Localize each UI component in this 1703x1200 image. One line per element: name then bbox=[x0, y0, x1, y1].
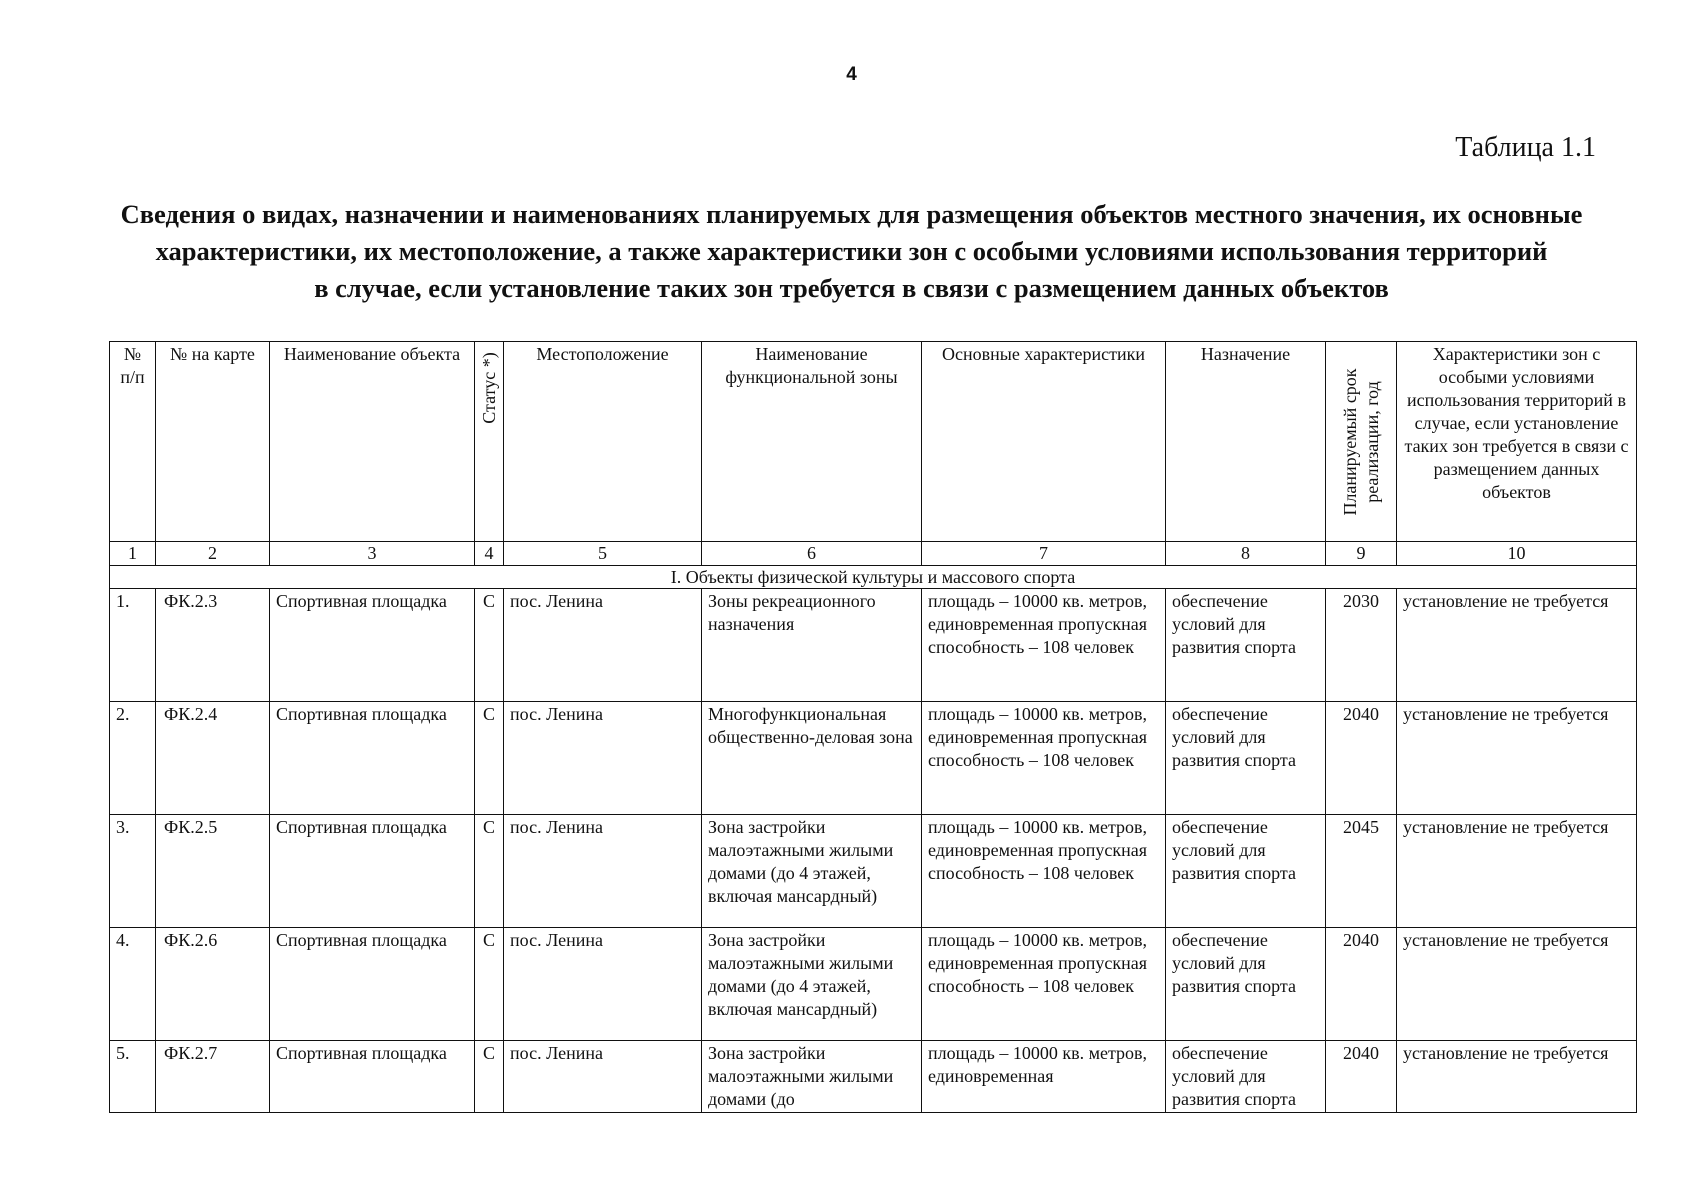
row-object-name: Спортивная площадка bbox=[270, 1041, 475, 1113]
row-zone-characteristics: установление не требуется bbox=[1397, 1041, 1637, 1113]
row-num: 4. bbox=[110, 928, 156, 1041]
row-num: 5. bbox=[110, 1041, 156, 1113]
row-zone-characteristics: установление не требуется bbox=[1397, 589, 1637, 702]
row-status: С bbox=[475, 1041, 504, 1113]
column-number: 5 bbox=[504, 542, 702, 566]
column-number: 8 bbox=[1166, 542, 1326, 566]
row-zone: Зона застройки малоэтажными жилыми домами (до 4 этажей, включая мансардный) bbox=[702, 815, 922, 928]
row-status: С bbox=[475, 589, 504, 702]
row-zone: Зона застройки малоэтажными жилыми домами (до bbox=[702, 1041, 922, 1113]
page-number: 4 bbox=[846, 64, 857, 85]
row-year: 2030 bbox=[1326, 589, 1397, 702]
header-zone: Наименование функциональной зоны bbox=[702, 342, 922, 542]
header-term bbox=[1326, 342, 1397, 542]
column-number-row bbox=[110, 542, 1637, 566]
document-title bbox=[90, 196, 1613, 307]
header-term-line-1: Планируемый срок bbox=[1340, 367, 1360, 516]
row-zone: Многофункциональная общественно-деловая зона bbox=[702, 702, 922, 815]
column-number: 3 bbox=[270, 542, 475, 566]
row-map-no: ФК.2.5 bbox=[156, 815, 270, 928]
row-purpose: обеспечение условий для развития спорта bbox=[1166, 1041, 1326, 1113]
section-row bbox=[110, 566, 1637, 589]
row-characteristics: площадь – 10000 кв. метров, единовременная пропускная способность – 108 человек bbox=[922, 815, 1166, 928]
header-map-no: № на карте bbox=[156, 342, 270, 542]
column-number: 7 bbox=[922, 542, 1166, 566]
header-term-text bbox=[1339, 368, 1383, 515]
row-object-name: Спортивная площадка bbox=[270, 589, 475, 702]
row-object-name: Спортивная площадка bbox=[270, 815, 475, 928]
row-zone-characteristics: установление не требуется bbox=[1397, 928, 1637, 1041]
row-location: пос. Ленина bbox=[504, 1041, 702, 1113]
row-year: 2040 bbox=[1326, 1041, 1397, 1113]
row-zone: Зона застройки малоэтажными жилыми домами (до 4 этажей, включая мансардный) bbox=[702, 928, 922, 1041]
title-line-2: характеристики, их местоположение, а также характеристики зон с особыми условиями использования территорий bbox=[155, 236, 1548, 266]
header-characteristics: Основные характеристики bbox=[922, 342, 1166, 542]
row-map-no: ФК.2.6 bbox=[156, 928, 270, 1041]
table-row bbox=[110, 589, 1637, 702]
row-status: С bbox=[475, 928, 504, 1041]
title-line-1: Сведения о видах, назначении и наименованиях планируемых для размещения объектов местного значения, их основные bbox=[120, 199, 1583, 229]
column-number: 2 bbox=[156, 542, 270, 566]
row-location: пос. Ленина bbox=[504, 928, 702, 1041]
row-num: 3. bbox=[110, 815, 156, 928]
row-location: пос. Ленина bbox=[504, 702, 702, 815]
row-year: 2045 bbox=[1326, 815, 1397, 928]
objects-table bbox=[109, 341, 1637, 1113]
row-map-no: ФК.2.7 bbox=[156, 1041, 270, 1113]
row-map-no: ФК.2.4 bbox=[156, 702, 270, 815]
row-purpose: обеспечение условий для развития спорта bbox=[1166, 702, 1326, 815]
row-status: С bbox=[475, 702, 504, 815]
header-zone-characteristics: Характеристики зон с особыми условиями использования территорий в случае, если установление таких зон требуется в связи с размещением данных объектов bbox=[1397, 342, 1637, 542]
table-rows bbox=[110, 589, 1637, 1113]
row-characteristics: площадь – 10000 кв. метров, единовременная пропускная способность – 108 человек bbox=[922, 928, 1166, 1041]
table-row bbox=[110, 1041, 1637, 1113]
row-purpose: обеспечение условий для развития спорта bbox=[1166, 815, 1326, 928]
row-characteristics: площадь – 10000 кв. метров, единовременная bbox=[922, 1041, 1166, 1113]
row-num: 2. bbox=[110, 702, 156, 815]
row-num: 1. bbox=[110, 589, 156, 702]
column-number: 1 bbox=[110, 542, 156, 566]
header-row bbox=[110, 342, 1637, 542]
table-caption: Таблица 1.1 bbox=[1455, 132, 1596, 163]
row-status: С bbox=[475, 815, 504, 928]
row-year: 2040 bbox=[1326, 928, 1397, 1041]
header-term-line-2: реализации, год bbox=[1362, 380, 1382, 503]
section-title: I. Объекты физической культуры и массового спорта bbox=[110, 566, 1637, 589]
row-zone-characteristics: установление не требуется bbox=[1397, 815, 1637, 928]
row-object-name: Спортивная площадка bbox=[270, 702, 475, 815]
row-location: пос. Ленина bbox=[504, 589, 702, 702]
header-status bbox=[475, 342, 504, 542]
header-object-name: Наименование объекта bbox=[270, 342, 475, 542]
table-row bbox=[110, 928, 1637, 1041]
table-row bbox=[110, 702, 1637, 815]
row-zone-characteristics: установление не требуется bbox=[1397, 702, 1637, 815]
header-purpose: Назначение bbox=[1166, 342, 1326, 542]
column-number: 10 bbox=[1397, 542, 1637, 566]
row-location: пос. Ленина bbox=[504, 815, 702, 928]
row-characteristics: площадь – 10000 кв. метров, единовременная пропускная способность – 108 человек bbox=[922, 702, 1166, 815]
table-row bbox=[110, 815, 1637, 928]
header-location: Местоположение bbox=[504, 342, 702, 542]
header-status-text: Статус *) bbox=[479, 352, 499, 424]
row-characteristics: площадь – 10000 кв. метров, единовременная пропускная способность – 108 человек bbox=[922, 589, 1166, 702]
row-purpose: обеспечение условий для развития спорта bbox=[1166, 589, 1326, 702]
row-zone: Зоны рекреационного назначения bbox=[702, 589, 922, 702]
header-num: № п/п bbox=[110, 342, 156, 542]
column-number: 9 bbox=[1326, 542, 1397, 566]
column-number: 6 bbox=[702, 542, 922, 566]
row-year: 2040 bbox=[1326, 702, 1397, 815]
row-map-no: ФК.2.3 bbox=[156, 589, 270, 702]
row-purpose: обеспечение условий для развития спорта bbox=[1166, 928, 1326, 1041]
row-object-name: Спортивная площадка bbox=[270, 928, 475, 1041]
title-line-3: в случае, если установление таких зон требуется в связи с размещением данных объектов bbox=[314, 273, 1389, 303]
column-number: 4 bbox=[475, 542, 504, 566]
